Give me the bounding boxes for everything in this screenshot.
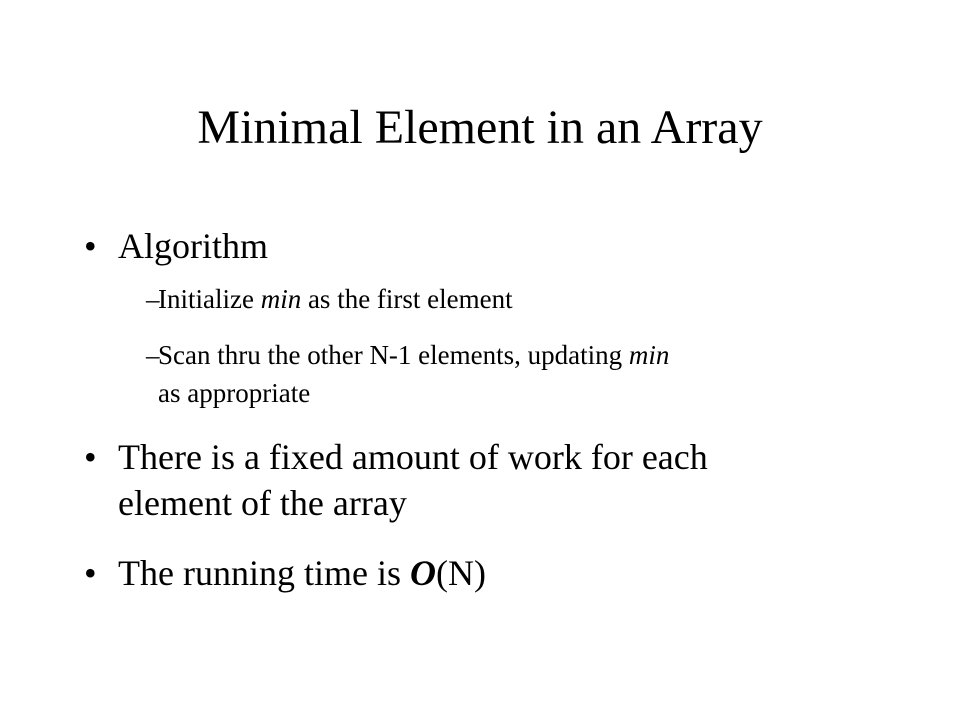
text-segment: Scan thru the other N-1 elements, updating — [158, 340, 629, 370]
sub-bullet-text — [158, 280, 513, 318]
sub-bullet-dash-icon: – — [146, 284, 160, 314]
variable-min: min — [628, 340, 670, 370]
sub-bullet-dash-icon: – — [146, 340, 160, 370]
bullet-dot-icon: • — [84, 437, 97, 477]
bullet-dot-icon: • — [84, 226, 97, 266]
bullet-text-line1: There is a fixed amount of work for each — [118, 437, 708, 477]
bullet-text — [118, 551, 486, 595]
bullet-text-line2: element of the array — [118, 483, 407, 523]
variable-min: min — [260, 284, 302, 314]
slide-title: Minimal Element in an Array — [197, 101, 763, 154]
text-segment: as the first element — [301, 284, 513, 314]
sub-bullet-text-line1 — [158, 336, 669, 374]
text-segment: Initialize — [158, 284, 261, 314]
text-segment: (N) — [435, 553, 486, 593]
big-o-symbol: O — [409, 553, 436, 593]
sub-bullet-text-line2: as appropriate — [158, 378, 311, 408]
bullet-text: Algorithm — [118, 226, 268, 266]
bullet-dot-icon: • — [84, 553, 97, 593]
text-segment: The running time is — [118, 553, 410, 593]
